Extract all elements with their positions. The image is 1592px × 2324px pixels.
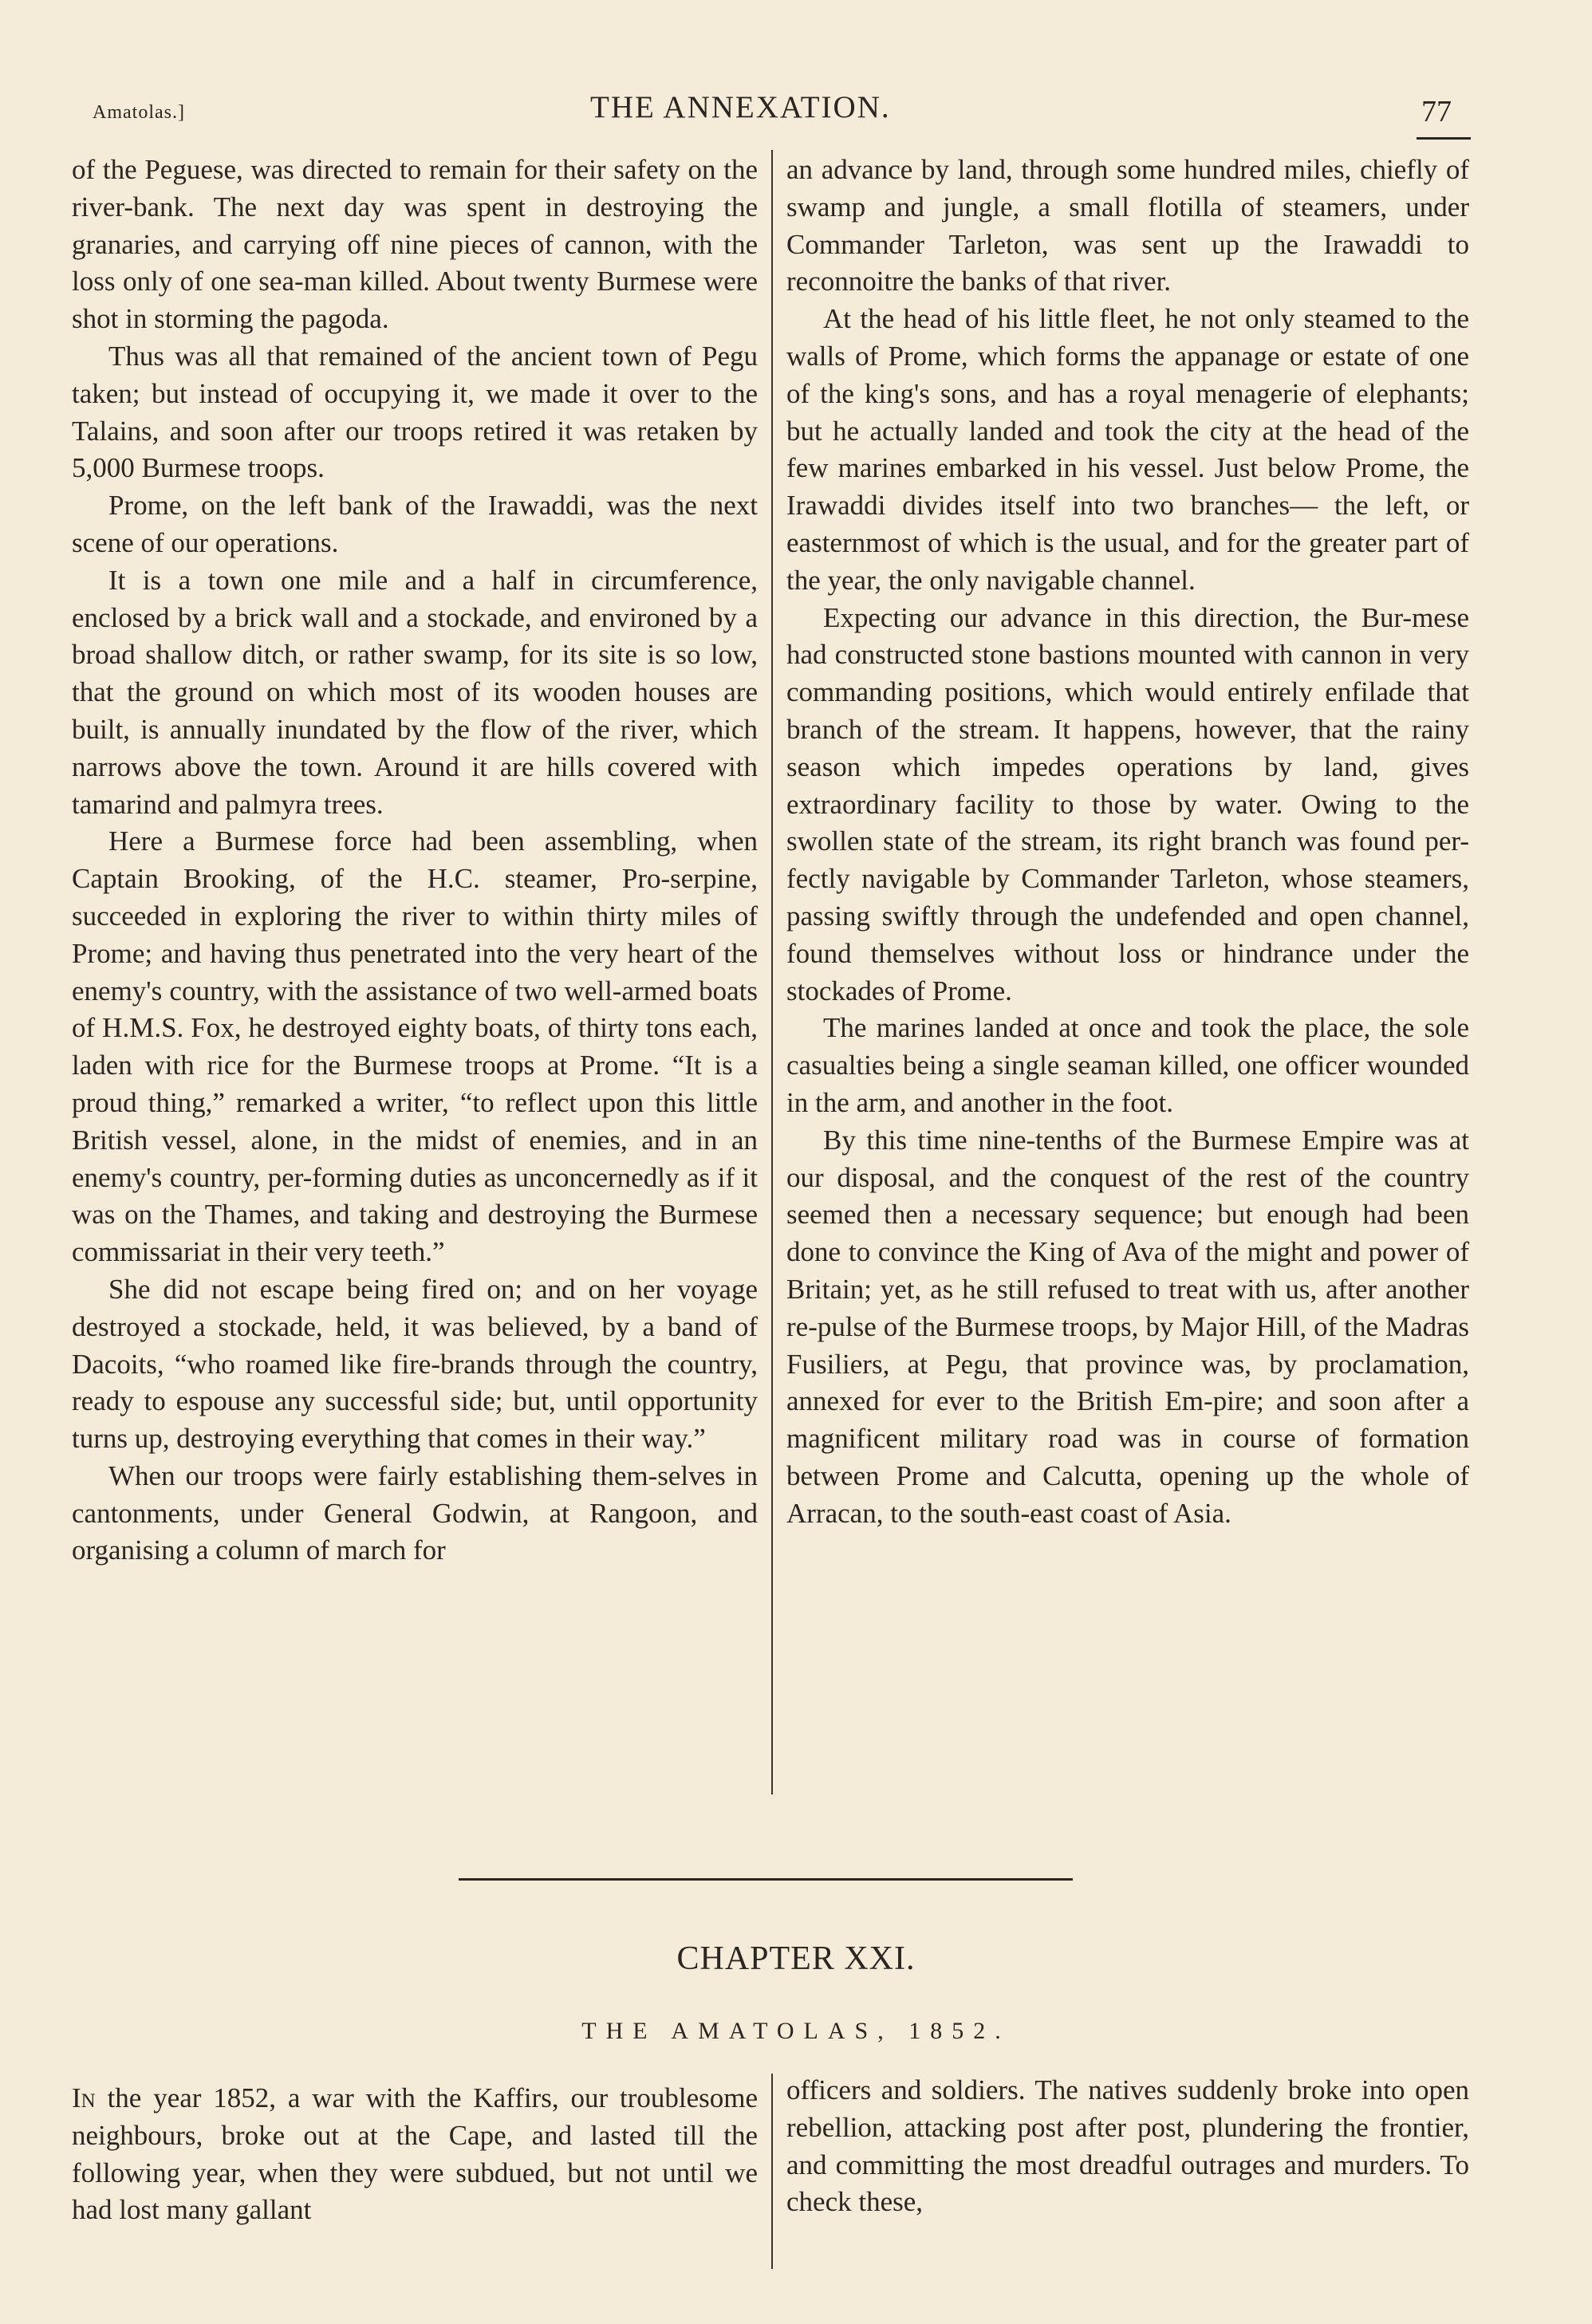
page-number: 77: [1421, 95, 1452, 128]
paragraph: of the Peguese, was directed to remain for their safety on the river-bank. The next day was spent in destroying the granaries, and carrying off nine pieces of cannon, with the loss only of one sea-man killed. About twenty Burmese were shot in storming the pagoda.: [72, 154, 758, 335]
page-number-rule: [1417, 137, 1471, 140]
chapter-heading: CHAPTER XXI.: [676, 1940, 916, 1977]
paragraph: Thus was all that remained of the ancient town of Pegu taken; but instead of occupying it, we made it over to the Talains, and soon after our troops retired it was retaken by 5,000 Burmese troops.: [72, 340, 758, 484]
column-divider: [771, 150, 773, 1794]
paragraph: When our troops were fairly establishing them-selves in cantonments, under General Godwin, at Rangoon, and organising a column of march for: [72, 1459, 758, 1566]
chapter-subtitle: THE AMATOLAS, 1852.: [581, 2018, 1011, 2044]
paragraph: The marines landed at once and took the place, the sole casualties being a single seaman killed, one officer wounded in the arm, and another in the foot.: [786, 1012, 1469, 1118]
chapter-right-column: [786, 2072, 1469, 2221]
lead-word: In: [72, 2082, 96, 2113]
paragraph: an advance by land, through some hundred miles, chiefly of swamp and jungle, a small flotilla of steamers, under Commander Tarleton, was sent up the Irawaddi to reconnoitre the banks of that river.: [786, 154, 1469, 297]
paragraph: [72, 2080, 758, 2229]
chapter-left-column: [72, 2080, 758, 2229]
paragraph: Here a Burmese force had been assembling, when Captain Brooking, of the H.C. steamer, Pro-serpine, succeeded in exploring the river to within thirty miles of Prome; and having thus penetrated into the very heart of the enemy's country, with the assistance of two well-armed boats of H.M.S. Fox, he destroyed eighty boats, of thirty tons each, laden with rice for the Burmese troops at Prome. “It is a proud thing,” remarked a writer, “to reflect upon this little British vessel, alone, in the midst of enemies, and in an enemy's country, per-forming duties as unconcernedly as if it was on the Thames, and taking and destroying the Burmese commissariat in their very teeth.”: [72, 825, 758, 1268]
paragraph: Expecting our advance in this direction, the Bur-mese had constructed stone bastions mounted with cannon in very commanding positions, which would entirely enfilade that branch of the stream. It happens, however, that the rainy season which impedes operations by land, gives extraordinary facility to those by water. Owing to the swollen state of the stream, its right branch was found per-fectly navigable by Commander Tarleton, whose steamers, passing swiftly through the undefended and open channel, found themselves without loss or hindrance under the stockades of Prome.: [786, 601, 1469, 1006]
section-separator: [459, 1878, 1073, 1881]
paragraph: She did not escape being fired on; and on her voyage destroyed a stockade, held, it was believed, by a band of Dacoits, “who roamed like fire-brands through the country, ready to espouse any successful side; but, until opportunity turns up, destroying everything that comes in their way.”: [72, 1273, 758, 1455]
left-column: [72, 152, 758, 1570]
paragraph: Prome, on the left bank of the Irawaddi, was the next scene of our operations.: [72, 490, 758, 558]
paragraph: officers and soldiers. The natives suddenly broke into open rebellion, attacking post after post, plundering the frontier, and committing the most dreadful outrages and murders. To check these,: [786, 2074, 1469, 2218]
paragraph-text: the year 1852, a war with the Kaffirs, our troublesome neighbours, broke out at the Cape, and lasted till the following year, when they were subdued, but not until we had lost many gallant: [72, 2082, 758, 2226]
running-header-title: THE ANNEXATION.: [590, 90, 891, 124]
paragraph: It is a town one mile and a half in circumference, enclosed by a brick wall and a stockade, and environed by a broad shallow ditch, or rather swamp, for its site is so low, that the ground on which most of its wooden houses are built, is annually inundated by the flow of the river, which narrows above the town. Around it are hills covered with tamarind and palmyra trees.: [72, 564, 758, 820]
running-header-section: Amatolas.]: [93, 102, 185, 123]
column-divider: [771, 2074, 773, 2269]
paragraph: At the head of his little fleet, he not only steamed to the walls of Prome, which forms the appanage or estate of one of the king's sons, and has a royal menagerie of elephants; but he actually landed and took the city at the head of the few marines embarked in his vessel. Just below Prome, the Irawaddi divides itself into two branches— the left, or easternmost of which is the usual, and for the greater part of the year, the only navigable channel.: [786, 303, 1469, 596]
paragraph: By this time nine-tenths of the Burmese Empire was at our disposal, and the conquest of the rest of the country seemed then a necessary sequence; but enough had been done to convince the King of Ava of the might and power of Britain; yet, as he still refused to treat with us, after another re-pulse of the Burmese troops, by Major Hill, of the Madras Fusiliers, at Pegu, that province was, by proclamation, annexed for ever to the British Em-pire; and soon after a magnificent military road was in course of formation between Prome and Calcutta, opening up the whole of Arracan, to the south-east coast of Asia.: [786, 1124, 1469, 1529]
right-column: [786, 152, 1469, 1532]
